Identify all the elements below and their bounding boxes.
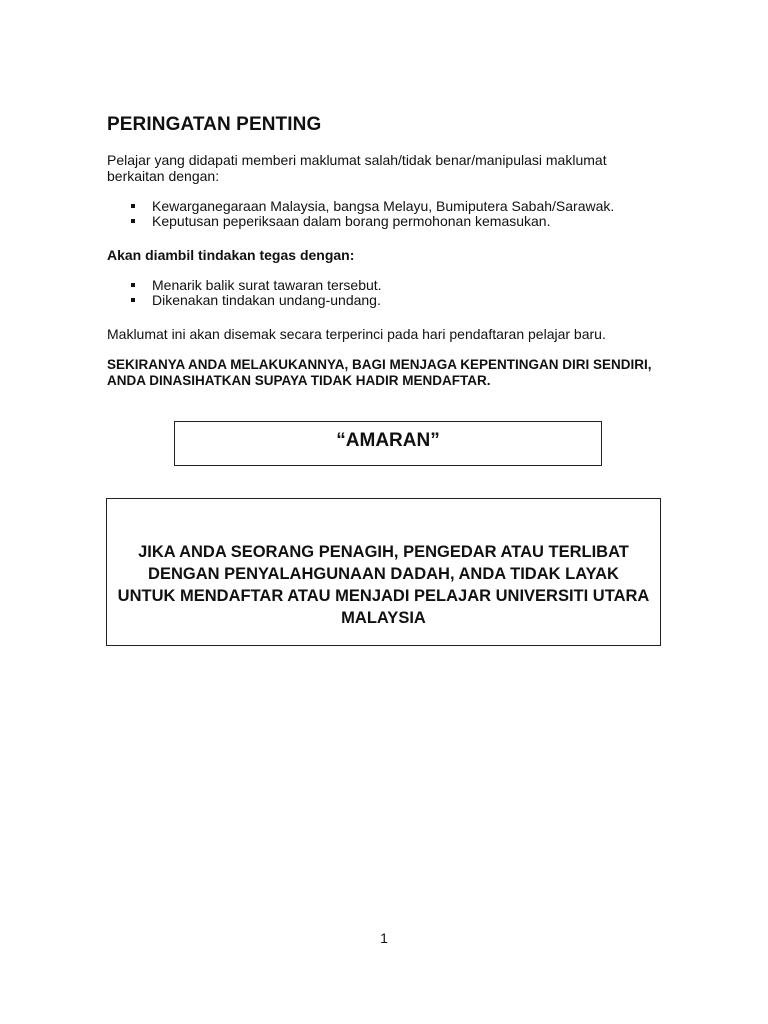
warning-label: “AMARAN” [336,430,440,451]
drug-warning-box [106,498,661,646]
advice-paragraph: SEKIRANYA ANDA MELAKUKANNYA, BAGI MENJAGA KEPENTINGAN DIRI SENDIRI, ANDA DINASIHATKAN SUPAYA TIDAK HADIR MENDAFTAR. [107,357,652,388]
page-title: PERINGATAN PENTING [107,114,322,135]
bullet-square-icon [131,204,135,208]
list-item [107,214,614,229]
bullet-square-icon [131,219,135,223]
warning-label-box [174,421,602,466]
intro-paragraph: Pelajar yang didapati memberi maklumat salah/tidak benar/manipulasi maklumat berkaitan dengan: [107,152,607,184]
page-number: 1 [380,930,388,946]
bullet-square-icon [131,283,135,287]
list-item-text: Keputusan peperiksaan dalam borang permohonan kemasukan. [152,213,551,229]
list-item [107,199,614,214]
verification-note: Maklumat ini akan disemak secara terperinci pada hari pendaftaran pelajar baru. [107,326,606,342]
action-heading: Akan diambil tindakan tegas dengan: [107,247,355,263]
list-item-text: Menarik balik surat tawaran tersebut. [152,277,382,293]
list-item [107,293,382,308]
list-item [107,278,382,293]
list-item-text: Kewarganegaraan Malaysia, bangsa Melayu, Bumiputera Sabah/Sarawak. [152,198,615,214]
drug-warning-text: JIKA ANDA SEORANG PENAGIH, PENGEDAR ATAU TERLIBAT DENGAN PENYALAHGUNAAN DADAH, ANDA TIDAK LAYAK UNTUK MENDAFTAR ATAU MENJADI PELAJAR UNIVERSITI UTARA MALAYSIA [117,543,650,627]
list-item-text: Dikenakan tindakan undang-undang. [152,292,381,308]
falsified-items-list [107,199,614,229]
bullet-square-icon [131,298,135,302]
actions-list [107,278,382,308]
